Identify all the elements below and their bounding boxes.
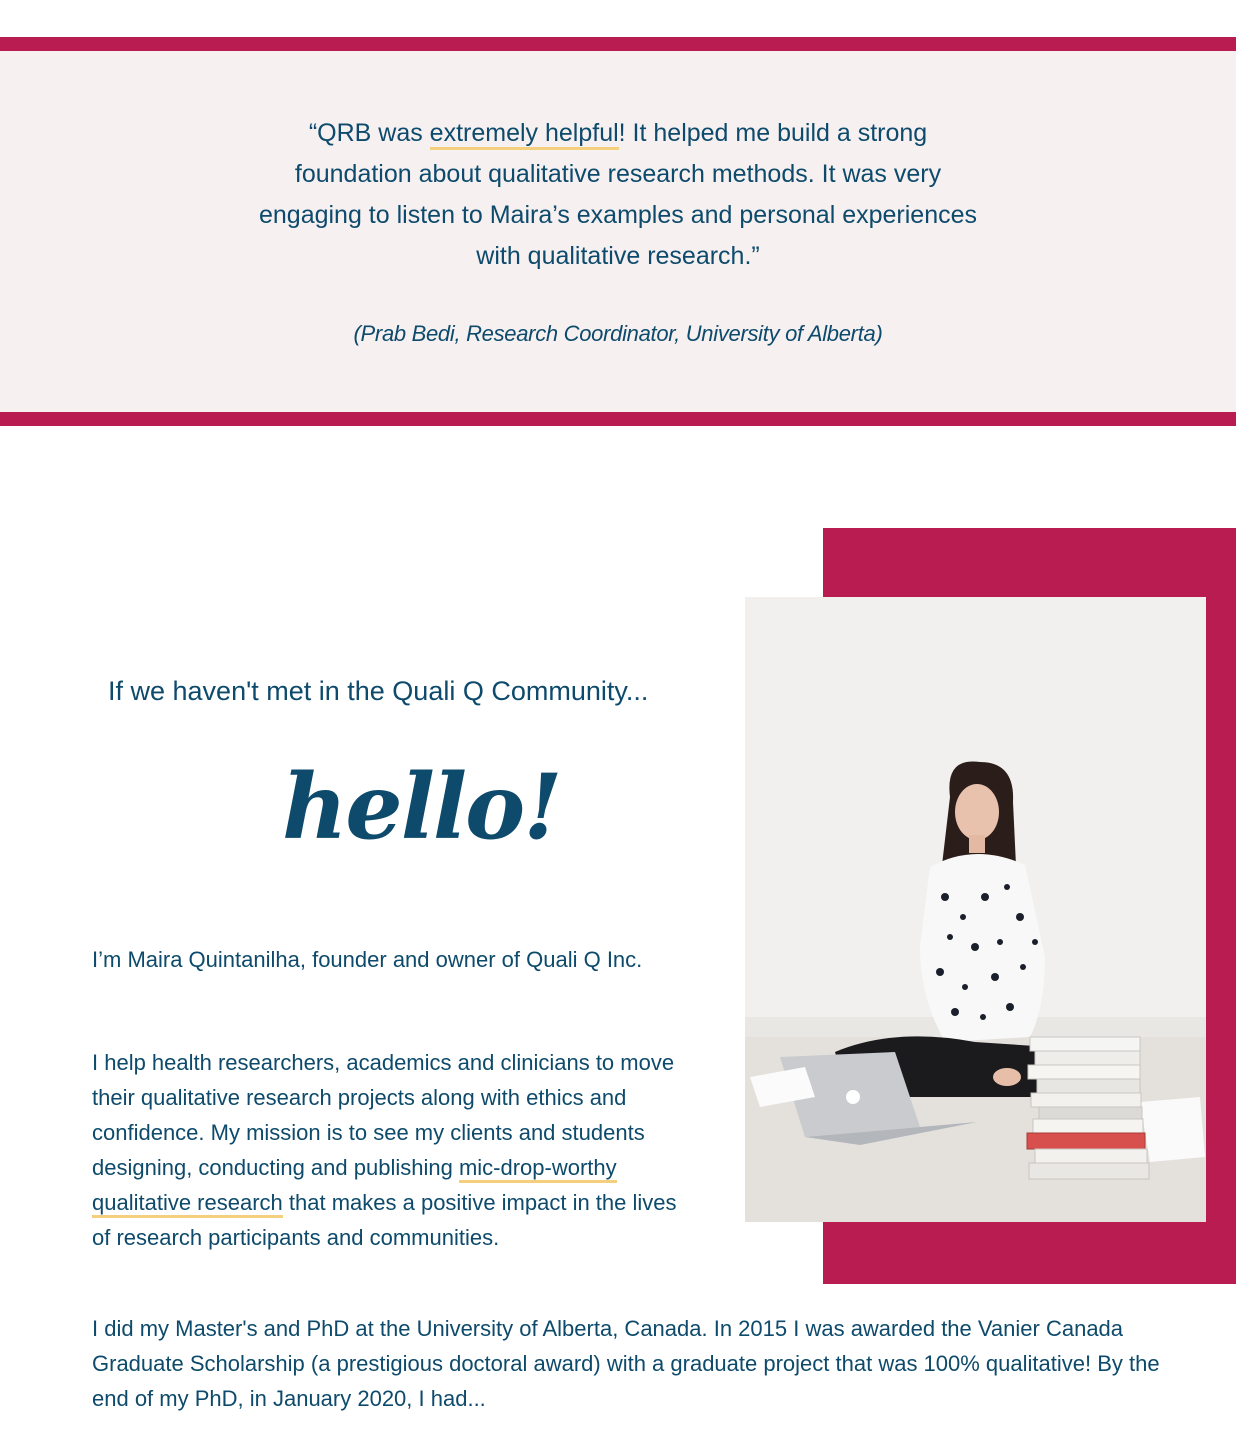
quote-text-start: “QRB was	[308, 119, 430, 147]
bottom-accent-band	[0, 412, 1236, 426]
top-accent-band	[0, 37, 1236, 51]
quote-highlight: extremely helpful	[430, 119, 619, 150]
testimonial-attribution: (Prab Bedi, Research Coordinator, University of Alberta)	[353, 321, 883, 346]
testimonial-section	[0, 51, 1236, 412]
testimonial-quote	[258, 113, 978, 277]
community-intro-heading: If we haven't met in the Quali Q Community...	[108, 676, 649, 706]
quote-text-rest: ! It helped me build a strong foundation about qualitative research methods. It was very engaging to listen to Maira’s examples and personal experiences with qualitative research.”	[258, 119, 978, 270]
mission-highlight: mic-drop-worthy qualitative research	[92, 1155, 617, 1218]
hello-script-heading: hello!	[282, 754, 561, 860]
about-background-paragraph: I did my Master's and PhD at the University of Alberta, Canada. In 2015 I was awarded the Vanier Canada Graduate Scholarship (a prestigious doctoral award) with a graduate project that was 100% qualitative! By the end of my PhD, in January 2020, I had...	[92, 1316, 1160, 1411]
about-intro-paragraph: I’m Maira Quintanilha, founder and owner of Quali Q Inc.	[92, 947, 643, 972]
mission-text-end: that makes a positive impact in the lives of research participants and communities.	[92, 1190, 677, 1250]
about-mission-paragraph	[92, 1045, 692, 1255]
founder-photo	[745, 597, 1206, 1222]
mission-text-start: I help health researchers, academics and clinicians to move their qualitative research projects along with ethics and confidence. My mission is to see my clients and students designing, conducting and publishing	[92, 1050, 675, 1180]
founder-photo-illustration	[745, 597, 1206, 1222]
